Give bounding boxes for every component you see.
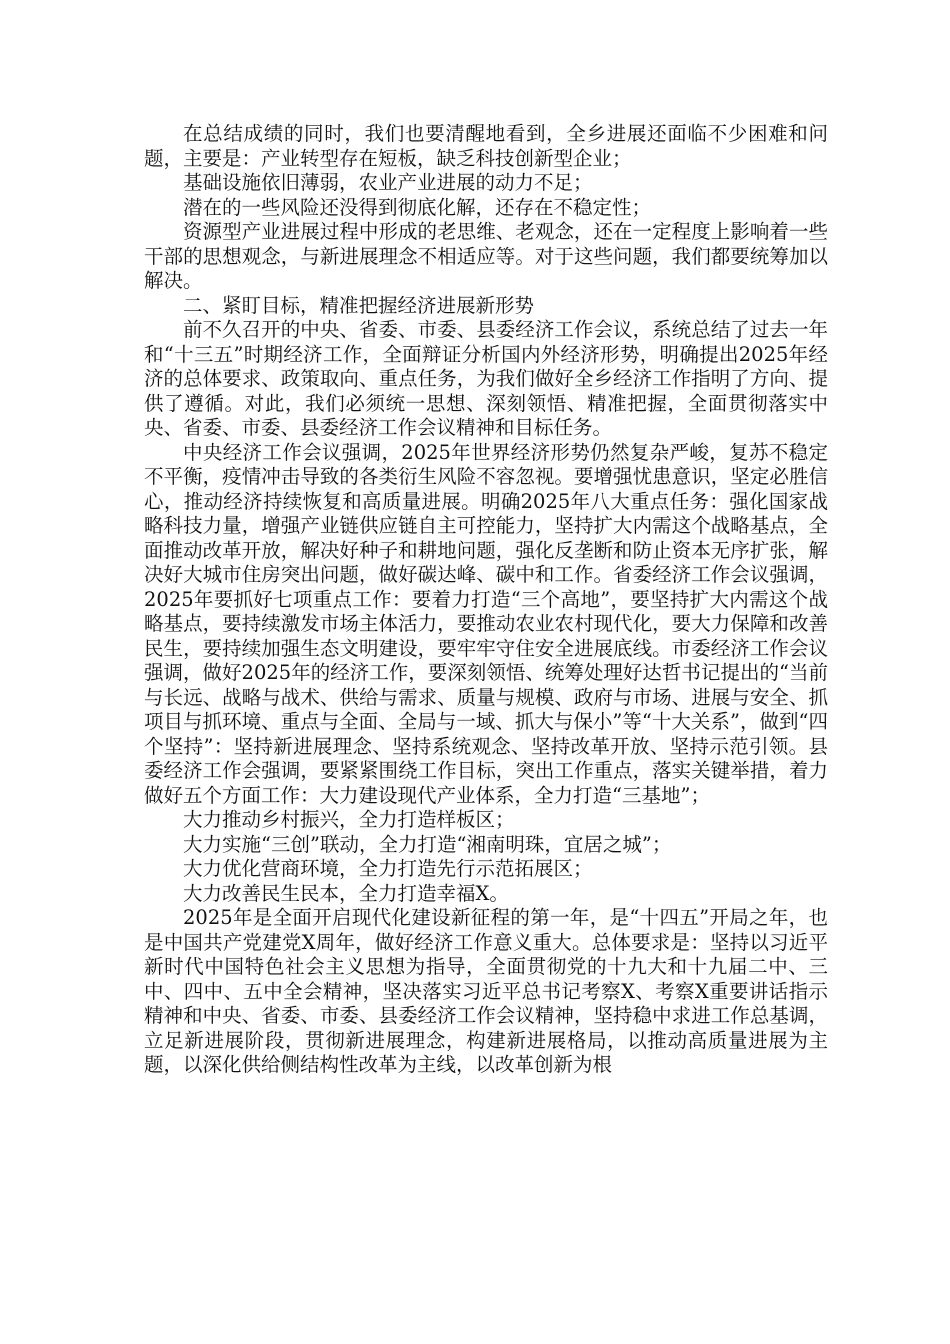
paragraph-problems: 在总结成绩的同时，我们也要清醒地看到，全乡进展还面临不少困难和问题，主要是：产业转型存在短板，缺乏科技创新型企业； [144,122,828,170]
paragraph-2025-requirements: 2025年是全面开启现代化建设新征程的第一年，是“十四五”开局之年，也是中国共产党建党X周年，做好经济工作意义重大。总体要求是：坚持以习近平新时代中国特色社会主义思想为指导，全面贯彻党的十九大和十九届二中、三中、四中、五中全会精神，坚决落实习近平总书记考察X、考察X重要讲话指示精神和中央、省委、市委、县委经济工作会议精神，坚持稳中求进工作总基调，立足新进展阶段，贯彻新进展理念，构建新进展格局，以推动高质量进展为主题，以深化供给侧结构性改革为主线，以改革创新为根 [144,906,828,1076]
paragraph-three-creations: 大力实施“三创”联动，全力打造“湘南明珠，宜居之城”； [183,832,672,856]
paragraph-livelihood: 大力改善民生民本，全力打造幸福X。 [183,881,509,905]
paragraph-old-thinking: 资源型产业进展过程中形成的老思维、老观念，还在一定程度上影响着一些干部的思想观念，与新进展理念不相适应等。对于这些问题，我们都要统筹加以解决。 [144,220,828,292]
paragraph-risks: 潜在的一些风险还没得到彻底化解，还存在不稳定性； [183,195,652,219]
document-body [144,122,828,1078]
paragraph-central-conference: 中央经济工作会议强调，2025年世界经济形势仍然复杂严峻，复苏不稳定不平衡，疫情冲击导致的各类衍生风险不容忽视。要增强忧患意识，坚定必胜信心，推动经济持续恢复和高质量进展。明确2025年八大重点任务：强化国家战略科技力量，增强产业链供应链自主可控能力，坚持扩大内需这个战略基点，全面推动改革开放，解决好种子和耕地问题，强化反垄断和防止资本无序扩张，解决好大城市住房突出问题，做好碳达峰、碳中和工作。省委经济工作会议强调，2025年要抓好七项重点工作：要着力打造“三个高地”，要坚持扩大内需这个战略基点，要持续激发市场主体活力，要推动农业农村现代化，要大力保障和改善民生，要持续加强生态文明建设，要牢牢守住安全进展底线。市委经济工作会议强调，做好2025年的经济工作，要深刻领悟、统筹处理好达哲书记提出的“当前与长远、战略与战术、供给与需求、质量与规模、政府与市场、进展与安全、抓项目与抓环境、重点与全面、全局与一域、抓大与保小”等“十大关系”，做到“四个坚持”：坚持新进展理念、坚持系统观念、坚持改革开放、坚持示范引领。县委经济工作会强调，要紧紧围绕工作目标，突出工作重点，落实关键举措，着力做好五个方面工作：大力建设现代产业体系，全力打造“三基地”； [144,440,828,807]
paragraph-meetings: 前不久召开的中央、省委、市委、县委经济工作会议，系统总结了过去一年和“十三五”时期经济工作，全面辩证分析国内外经济形势，明确提出2025年经济的总体要求、政策取向、重点任务，为我们做好全乡经济工作指明了方向、提供了遵循。对此，我们必须统一思想、深刻领悟、精准把握，全面贯彻落实中央、省委、市委、县委经济工作会议精神和目标任务。 [144,318,828,439]
paragraph-rural-revitalization: 大力推动乡村振兴，全力打造样板区； [183,808,515,831]
paragraph-infrastructure: 基础设施依旧薄弱，农业产业进展的动力不足； [183,171,593,194]
section-heading-two: 二、紧盯目标，精准把握经济进展新形势 [183,293,535,317]
paragraph-business-environment: 大力优化营商环境，全力打造先行示范拓展区； [183,857,593,880]
